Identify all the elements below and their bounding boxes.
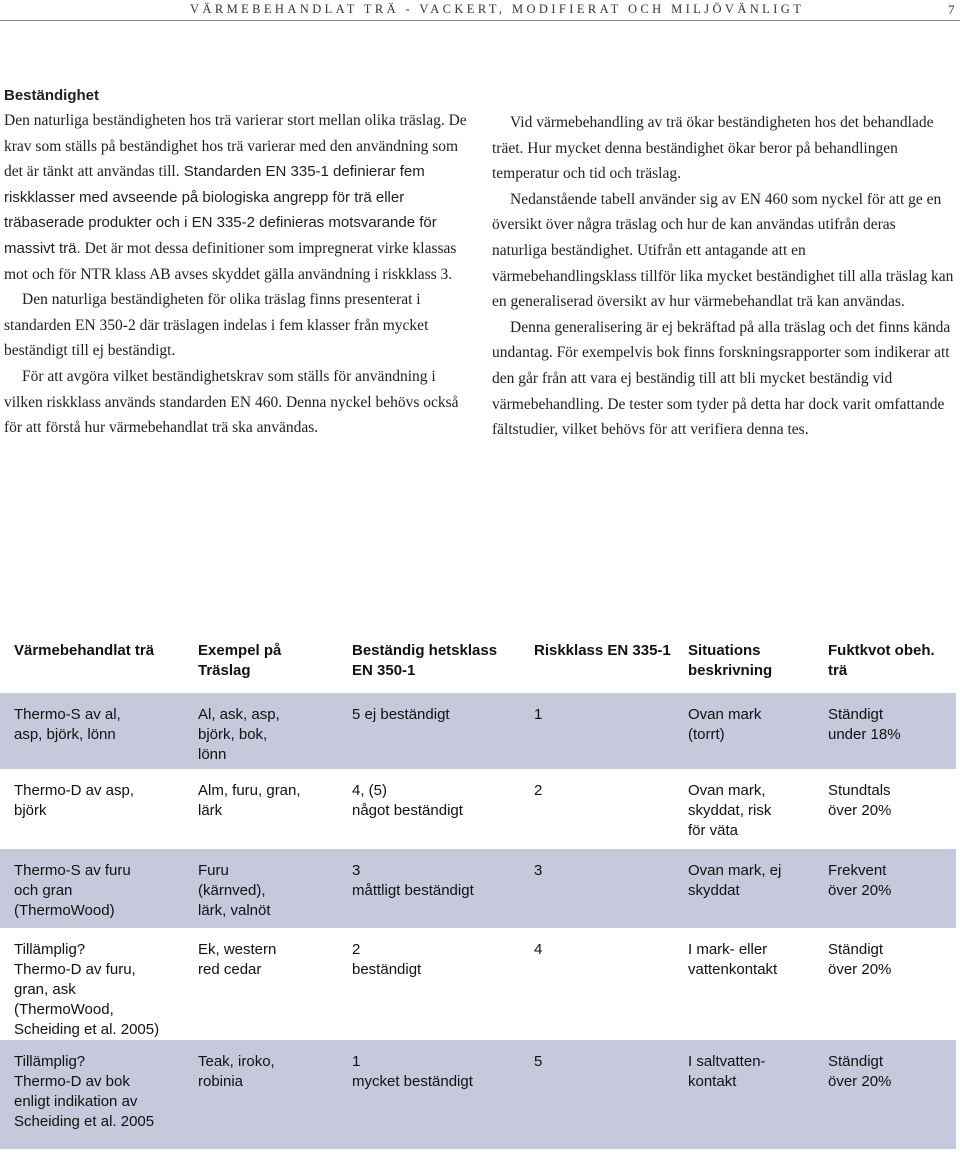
table-cell: Thermo-D av asp, björk [14,782,135,819]
table-header-row [0,638,956,693]
table-cell: Ständigt över 20% [828,941,892,978]
table-cell: 4 [534,941,543,958]
paragraph-6: Denna generalisering är ej bekräftad på alla träslag och det finns kända undantag. För exempelvis bok finns forskningsrapporter som indikerar att den går från att vara ej beständig till att bli mycket beständig vid värmebehandling. De tester som tyder på detta har dock varit omfattande fältstudier, vilket behövs för att verifiera denna tes. [492,318,951,439]
table-cell: Frekvent över 20% [814,849,956,928]
paragraph-1-intro: Den naturliga beständigheten hos trä varierar stort mellan olika träslag. De krav som ställs på beständighet hos trä varierar med den användning som det är tänkt att användas till. [4,112,467,181]
table-cell: Thermo-S av al, asp, björk, lönn [0,693,184,769]
table-cell: Thermo-S av furu och gran (ThermoWood) [0,849,184,928]
table-cell: 1 mycket beständigt [338,1040,520,1149]
table-row [0,693,956,769]
paragraph-1-end: Det är mot dessa definitioner som impregnerat virke klassas mot och för NTR klass AB avses skyddet gälla användning i riskklass 3. [4,239,457,283]
table-cell: Ständigt under 18% [814,693,956,769]
table-row [0,1040,956,1149]
table-cell: Ständigt över 20% [814,1040,956,1149]
paragraph-3: För att avgöra vilket beständighetskrav som ställs för användning i vilken riskklass används standarden EN 460. Denna nyckel behövs också för att förstå hur värmebehandlat trä ska användas. [4,367,459,437]
table-cell: I saltvatten- kontakt [674,1040,814,1149]
table-cell: 4, (5) något beständigt [352,782,463,819]
header-rule [0,20,960,21]
table-cell: 5 [520,1040,674,1149]
table-cell: Tillämplig? Thermo-D av furu, gran, ask (ThermoWood, Scheiding et al. 2005) [14,941,160,1038]
paragraph-1-standard: Standarden EN 335-1 definierar fem riskklasser med avseende på biologiska angrepp för trä eller träbaserade produkter och i EN 335-2 definieras motsvarande för massivt trä. [4,163,437,257]
table-cell: Tillämplig? Thermo-D av bok enligt indikation av Scheiding et al. 2005 [0,1040,184,1149]
table-cell: Alm, furu, gran, lärk [198,782,301,819]
table-cell: Furu (kärnved), lärk, valnöt [184,849,338,928]
section-heading: Beständighet [4,87,100,104]
paragraph-2: Den naturliga beständigheten för olika träslag finns presenterat i standarden EN 350-2 där träslagen indelas i fem klasser från mycket beständigt till ej beständigt. [4,291,429,360]
paragraph-5: Nedanstående tabell använder sig av EN 460 som nyckel för att ge en översikt över några träslag och hur de kan användas utifrån deras naturliga beständighet. Utifrån ett antagande att en värmebehandlingsklass tillför lika mycket beständighet till alla träslag kan en generaliserad översikt av hur värmebehandlat trä kan användas. [492,190,954,311]
left-column [4,84,474,441]
table-cell: Ek, western red cedar [198,941,277,978]
table-cell: Ovan mark, ej skyddat [674,849,814,928]
table-row [0,928,956,1040]
durability-table [0,638,956,1149]
table-cell: Stundtals över 20% [828,782,892,819]
page-number: 7 [948,2,955,17]
table-cell: 1 [520,693,674,769]
table-cell: 3 [520,849,674,928]
table-cell: I mark- eller vattenkontakt [688,941,778,978]
column-header: Värmebehandlat trä [14,642,155,659]
table-cell: Ovan mark, skyddat, risk för väta [688,782,772,839]
column-header: Situations beskrivning [688,642,773,679]
column-header: Fuktkvot obeh. trä [828,642,935,679]
page-header [0,0,960,20]
table-cell: 3 måttligt beständigt [338,849,520,928]
table-cell: 2 [534,782,543,799]
column-header: Beständig hetsklass EN 350-1 [352,642,498,679]
table-cell: 2 beständigt [352,941,422,978]
table-cell: 5 ej beständigt [338,693,520,769]
table-row [0,849,956,928]
paragraph-4: Vid värmebehandling av trä ökar beständigheten hos det behandlade träet. Hur mycket denna beständighet ökar beror på behandlingen temperatur och tid och träslag. [492,114,934,183]
column-header: Exempel på Träslag [198,642,282,679]
paragraph-1 [4,108,474,287]
table-row [0,769,956,849]
table-cell: Al, ask, asp, björk, bok, lönn [184,693,338,769]
table-cell: Teak, iroko, robinia [184,1040,338,1149]
running-title: VÄRMEBEHANDLAT TRÄ - VACKERT, MODIFIERAT OCH MILJÖVÄNLIGT [190,2,805,16]
right-column [492,110,954,443]
column-header: Riskklass EN 335-1 [534,642,671,659]
table-cell: Ovan mark (torrt) [674,693,814,769]
